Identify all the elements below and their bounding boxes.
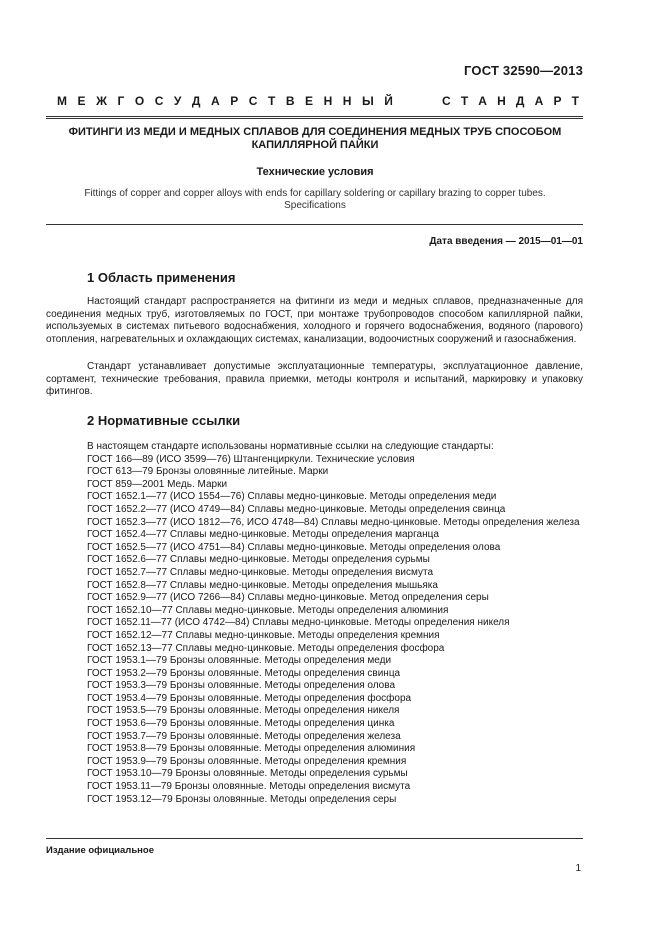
banner-letter: Ы: [361, 94, 374, 108]
reference-item: ГОСТ 1953.7—79 Бронзы оловянные. Методы определения железа: [87, 730, 401, 742]
reference-item: ГОСТ 1652.6—77 Сплавы медно-цинковые. Методы определения сурьмы: [87, 554, 430, 566]
title-line-2: КАПИЛЛЯРНОЙ ПАЙКИ: [251, 139, 379, 151]
banner-letter: А: [210, 94, 220, 108]
reference-item: ГОСТ 1953.8—79 Бронзы оловянные. Методы определения алюминия: [87, 743, 416, 755]
section-1-heading: 1 Область применения: [87, 270, 236, 285]
banner-letter: А: [478, 94, 487, 108]
reference-item: ГОСТ 1953.12—79 Бронзы оловянные. Методы определения серы: [87, 793, 397, 805]
reference-item: ГОСТ 1953.4—79 Бронзы оловянные. Методы определения фосфора: [87, 692, 412, 704]
banner-letter: Г: [117, 94, 125, 108]
banner-word-interstate: [57, 94, 393, 108]
reference-item: ГОСТ 1953.3—79 Бронзы оловянные. Методы определения олова: [87, 680, 396, 692]
reference-item: ГОСТ 1652.12—77 Сплавы медно-цинковые. Методы определения кремния: [87, 629, 440, 641]
normative-references-list: [46, 441, 583, 806]
banner-letter: Р: [230, 94, 239, 108]
reference-item: ГОСТ 1652.9—77 (ИСО 7266—84) Сплавы медно-цинковые. Метод определения серы: [87, 592, 489, 604]
reference-item: ГОСТ 1652.10—77 Сплавы медно-цинковые. Методы определения алюминия: [87, 604, 449, 616]
title-line-1: ФИТИНГИ ИЗ МЕДИ И МЕДНЫХ СПЛАВОВ ДЛЯ СОЕДИНЕНИЯ МЕДНЫХ ТРУБ СПОСОБОМ: [68, 126, 562, 138]
document-title: [60, 126, 570, 152]
banner-letter: Е: [305, 94, 314, 108]
reference-item: ГОСТ 1652.4—77 Сплавы медно-цинковые. Методы определения марганца: [87, 529, 439, 541]
official-edition-label: Издание официальное: [46, 845, 154, 856]
reference-item: ГОСТ 1652.3—77 (ИСО 1812—76, ИСО 4748—84) Сплавы медно-цинковые. Методы определения железа: [87, 516, 580, 528]
reference-item: ГОСТ 1953.1—79 Бронзы оловянные. Методы определения меди: [87, 655, 392, 667]
banner-letter: Е: [77, 94, 86, 108]
introduction-date: Дата введения — 2015—01—01: [429, 236, 583, 247]
banner-letter: Й: [384, 94, 393, 108]
section-2-heading: 2 Нормативные ссылки: [87, 413, 241, 428]
section-1-paragraph-1: Настоящий стандарт распространяется на фитинги из меди и медных сплавов, предназначенные для соединения медных труб, изготовляемых по ГОСТ, при монтаже трубопроводов способом капиллярной пайки, используемых в системах питьевого водоснабжения, холодного и горячего водоснабжения, водяного (парового) отопления, нагревательных и охлаждающих системах, канализации, водоочистных сооружений и газоснабжения.: [46, 296, 583, 345]
banner-letter: Д: [191, 94, 201, 108]
banner-letter: Н: [342, 94, 352, 108]
reference-item: ГОСТ 1953.2—79 Бронзы оловянные. Методы определения свинца: [87, 667, 401, 679]
title-rule: [46, 224, 583, 225]
english-title: [70, 188, 560, 212]
document-subtitle: Технические условия: [256, 166, 374, 178]
banner-word-standard: [442, 94, 579, 108]
reference-item: ГОСТ 1652.8—77 Сплавы медно-цинковые. Методы определения мышьяка: [87, 579, 438, 591]
banner-letter: Р: [553, 94, 562, 108]
banner-letter: А: [534, 94, 544, 108]
footer-rule: [46, 838, 583, 839]
banner-letter: Н: [497, 94, 506, 108]
reference-item: ГОСТ 1652.7—77 Сплавы медно-цинковые. Методы определения висмута: [87, 566, 434, 578]
banner-letter: Ж: [96, 94, 107, 108]
section-1-paragraph-2: Стандарт устанавливает допустимые эксплуатационные температуры, эксплуатационное давление, сортамент, технические требования, правила приемки, методы контроля и испытаний, маркировку и упаковку фитингов.: [46, 361, 583, 398]
reference-item: ГОСТ 1652.11—77 (ИСО 4742—84) Сплавы медно-цинковые. Методы определения никеля: [87, 617, 510, 629]
reference-item: ГОСТ 1652.1—77 (ИСО 1554—76) Сплавы медно-цинковые. Методы определения меди: [87, 491, 497, 503]
reference-item: ГОСТ 1652.13—77 Сплавы медно-цинковые. Методы определения фосфора: [87, 642, 445, 654]
reference-item: ГОСТ 613—79 Бронзы оловянные литейные. Марки: [87, 466, 329, 478]
banner-letter: С: [442, 94, 451, 108]
english-title-line-2: Specifications: [284, 200, 346, 211]
gost-code: ГОСТ 32590—2013: [464, 63, 583, 78]
header-rule-top: [46, 116, 583, 117]
reference-item: ГОСТ 1953.5—79 Бронзы оловянные. Методы определения никеля: [87, 705, 400, 717]
banner-letter: М: [57, 94, 67, 108]
banner-letter: Д: [515, 94, 525, 108]
header-rule-bottom: [46, 118, 583, 119]
banner-letter: Т: [571, 94, 579, 108]
standard-type-banner: [57, 94, 579, 108]
reference-item: ГОСТ 1953.11—79 Бронзы оловянные. Методы определения висмута: [87, 781, 411, 793]
references-intro: В настоящем стандарте использованы нормативные ссылки на следующие стандарты:: [87, 441, 494, 452]
banner-letter: Т: [460, 94, 469, 108]
banner-letter: Н: [323, 94, 333, 108]
reference-item: ГОСТ 166—89 (ИСО 3599—76) Штангенциркули. Технические условия: [87, 453, 415, 465]
banner-letter: С: [248, 94, 258, 108]
page-number: 1: [575, 863, 581, 874]
banner-letter: Т: [267, 94, 276, 108]
reference-item: ГОСТ 1953.6—79 Бронзы оловянные. Методы определения цинка: [87, 718, 395, 730]
banner-letter: С: [154, 94, 164, 108]
banner-letter: У: [173, 94, 182, 108]
reference-item: ГОСТ 1652.5—77 (ИСО 4751—84) Сплавы медно-цинковые. Методы определения олова: [87, 541, 501, 553]
english-title-line-1: Fittings of copper and copper alloys with ends for capillary soldering or capillary brazing to copper tubes.: [84, 188, 546, 199]
banner-letter: В: [285, 94, 295, 108]
reference-item: ГОСТ 1953.9—79 Бронзы оловянные. Методы определения кремния: [87, 755, 407, 767]
reference-item: ГОСТ 1953.10—79 Бронзы оловянные. Методы определения сурьмы: [87, 768, 408, 780]
banner-letter: О: [134, 94, 145, 108]
reference-item: ГОСТ 1652.2—77 (ИСО 4749—84) Сплавы медно-цинковые. Методы определения свинца: [87, 503, 506, 515]
reference-item: ГОСТ 859—2001 Медь. Марки: [87, 478, 228, 490]
